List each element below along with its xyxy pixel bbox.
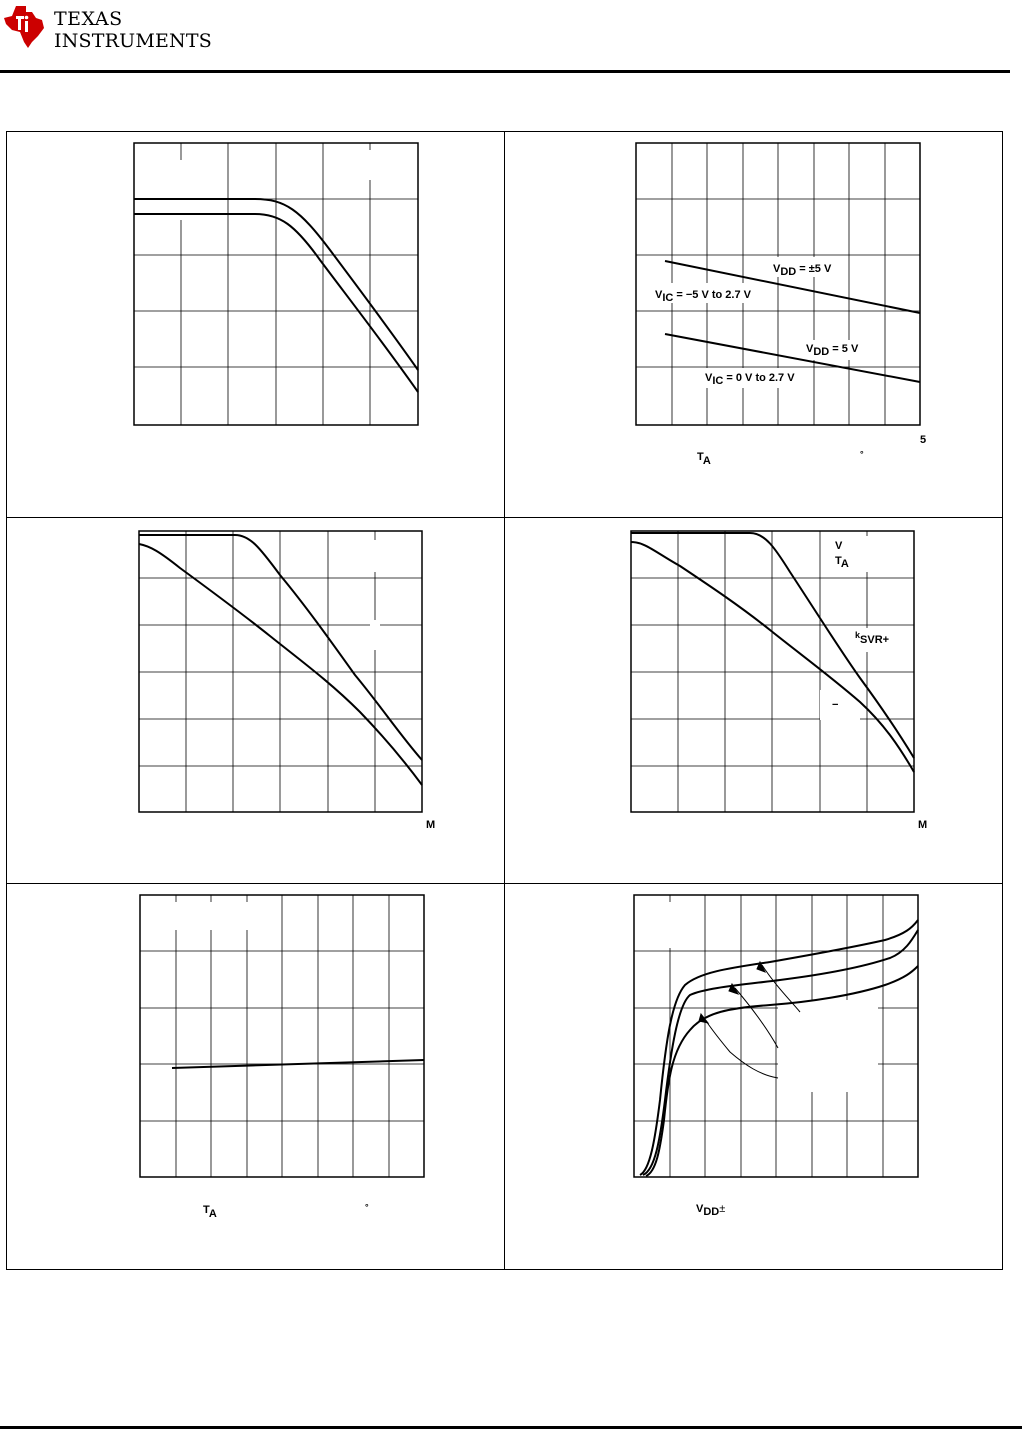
panel-2-axis-label: TA bbox=[697, 451, 711, 467]
panel-2-tick-right: 5 bbox=[920, 434, 927, 446]
panel-4-tick-right: M bbox=[918, 819, 928, 831]
panel-4-label-ksvr-plus: $^k$SVR+ bbox=[855, 630, 890, 646]
panel-5-axis-degree: ° bbox=[365, 1202, 369, 1212]
panel-3-tick-right: M bbox=[426, 819, 436, 831]
panel-6-axis-label: VDD± bbox=[696, 1203, 726, 1218]
panel-4-label-ta: TA bbox=[835, 555, 849, 570]
panel-5-axis-label: TA bbox=[203, 1204, 217, 1220]
panel-2-label-vic-single: VIC = 0 V to 2.7 V bbox=[705, 372, 795, 387]
panel-4-curve-ksvr-minus bbox=[631, 542, 914, 772]
footer-rule bbox=[0, 1426, 1022, 1429]
panel-2-label-vdd-dual: VDD = ±5 V bbox=[773, 263, 832, 278]
panel-6-plot bbox=[634, 895, 918, 1177]
panel-2-label-vic-dual: VIC = −5 V to 2.7 V bbox=[655, 289, 751, 304]
panel-3-plot bbox=[139, 531, 422, 812]
panel-4-label-v: V bbox=[835, 540, 843, 552]
panel-2-label-vdd-single: VDD = 5 V bbox=[806, 343, 859, 358]
panel-1-plot bbox=[134, 143, 418, 425]
brand-line-2: INSTRUMENTS bbox=[54, 30, 212, 52]
brand-line-1: TEXAS bbox=[54, 8, 123, 30]
panel-3-curve-lower bbox=[139, 544, 422, 785]
panel-5-plot bbox=[140, 895, 424, 1177]
panel-4-label-minus: − bbox=[832, 699, 839, 711]
panel-2-axis-degree: ° bbox=[860, 449, 864, 459]
panel-4-plot bbox=[631, 531, 914, 812]
